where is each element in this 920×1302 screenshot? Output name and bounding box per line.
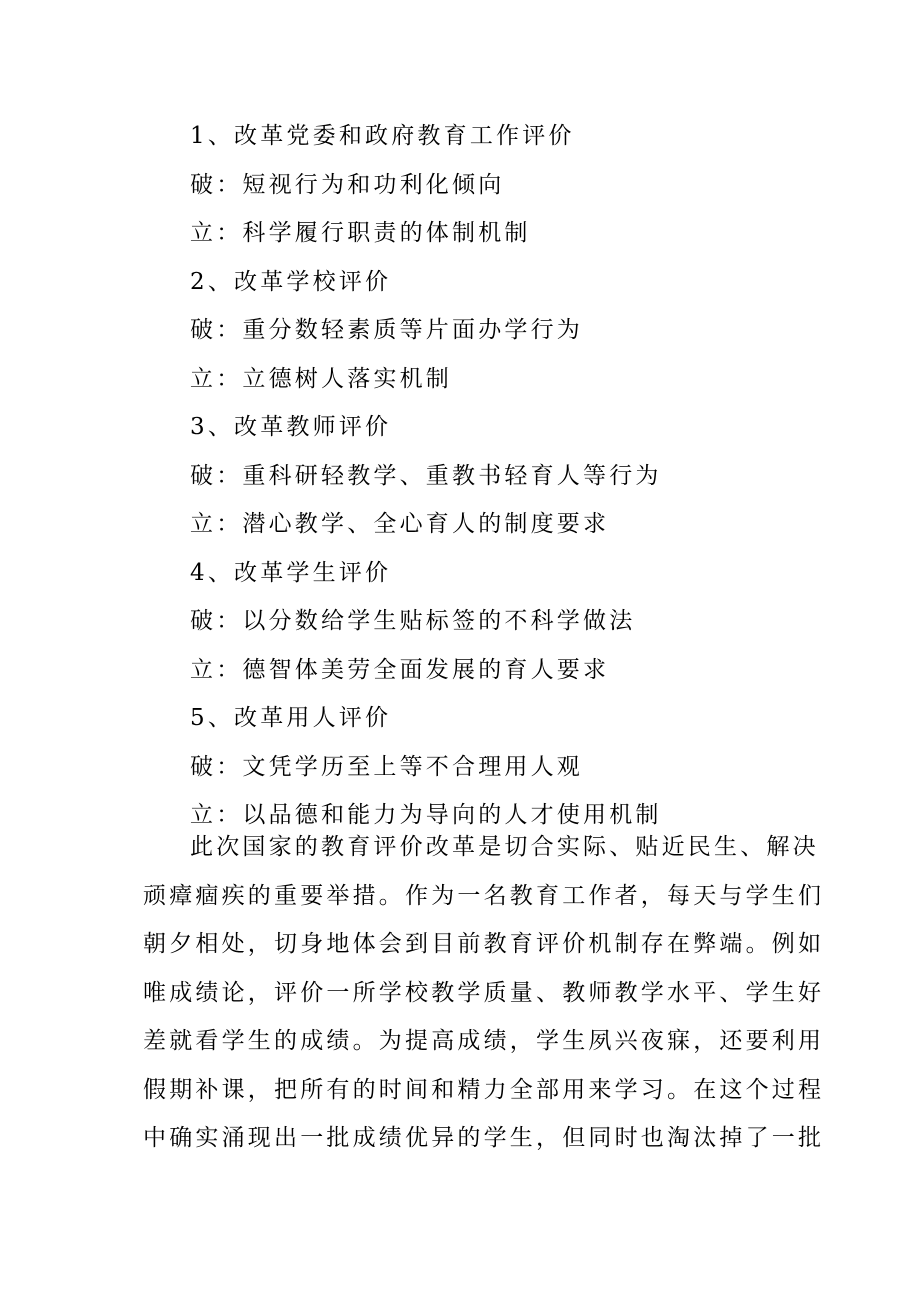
list-item: 破：以分数给学生贴标签的不科学做法 bbox=[190, 608, 636, 634]
reform-list bbox=[190, 112, 830, 840]
list-item: 立：科学履行职责的体制机制 bbox=[190, 220, 531, 246]
list-item: 立：潜心教学、全心育人的制度要求 bbox=[190, 511, 610, 537]
list-item: 5、改革用人评价 bbox=[190, 705, 392, 731]
list-item: 破：文凭学历至上等不合理用人观 bbox=[190, 753, 583, 780]
paragraph-line: 朝夕相处，切身地体会到目前教育评价机制存在弊端。例如 bbox=[143, 931, 825, 957]
paragraph-line: 此次国家的教育评价改革是切合实际、贴近民生、解决 bbox=[190, 834, 819, 860]
list-item: 立：立德树人落实机制 bbox=[190, 365, 452, 392]
list-item: 破：重科研轻教学、重教书轻育人等行为 bbox=[190, 462, 662, 489]
list-item: 1、改革党委和政府教育工作评价 bbox=[190, 123, 575, 149]
list-item: 2、改革学校评价 bbox=[190, 268, 392, 295]
paragraph-line: 假期补课，把所有的时间和精力全部用来学习。在这个过程 bbox=[143, 1076, 825, 1103]
list-item: 立：以品德和能力为导向的人才使用机制 bbox=[190, 802, 662, 828]
list-item: 3、改革教师评价 bbox=[190, 414, 392, 440]
list-item: 立：德智体美劳全面发展的育人要求 bbox=[190, 656, 610, 683]
paragraph-line: 顽瘴痼疾的重要举措。作为一名教育工作者，每天与学生们 bbox=[143, 882, 825, 909]
list-item: 破：短视行为和功利化倾向 bbox=[190, 171, 505, 198]
paragraph-line: 中确实涌现出一批成绩优异的学生，但同时也淘汰掉了一批 bbox=[143, 1125, 825, 1151]
paragraph-line: 差就看学生的成绩。为提高成绩，学生夙兴夜寐，还要利用 bbox=[143, 1028, 825, 1054]
list-item: 破：重分数轻素质等片面办学行为 bbox=[190, 317, 583, 343]
list-item: 4、改革学生评价 bbox=[190, 559, 392, 586]
body-paragraph bbox=[143, 823, 825, 1163]
paragraph-line: 唯成绩论，评价一所学校教学质量、教师教学水平、学生好 bbox=[143, 979, 825, 1006]
